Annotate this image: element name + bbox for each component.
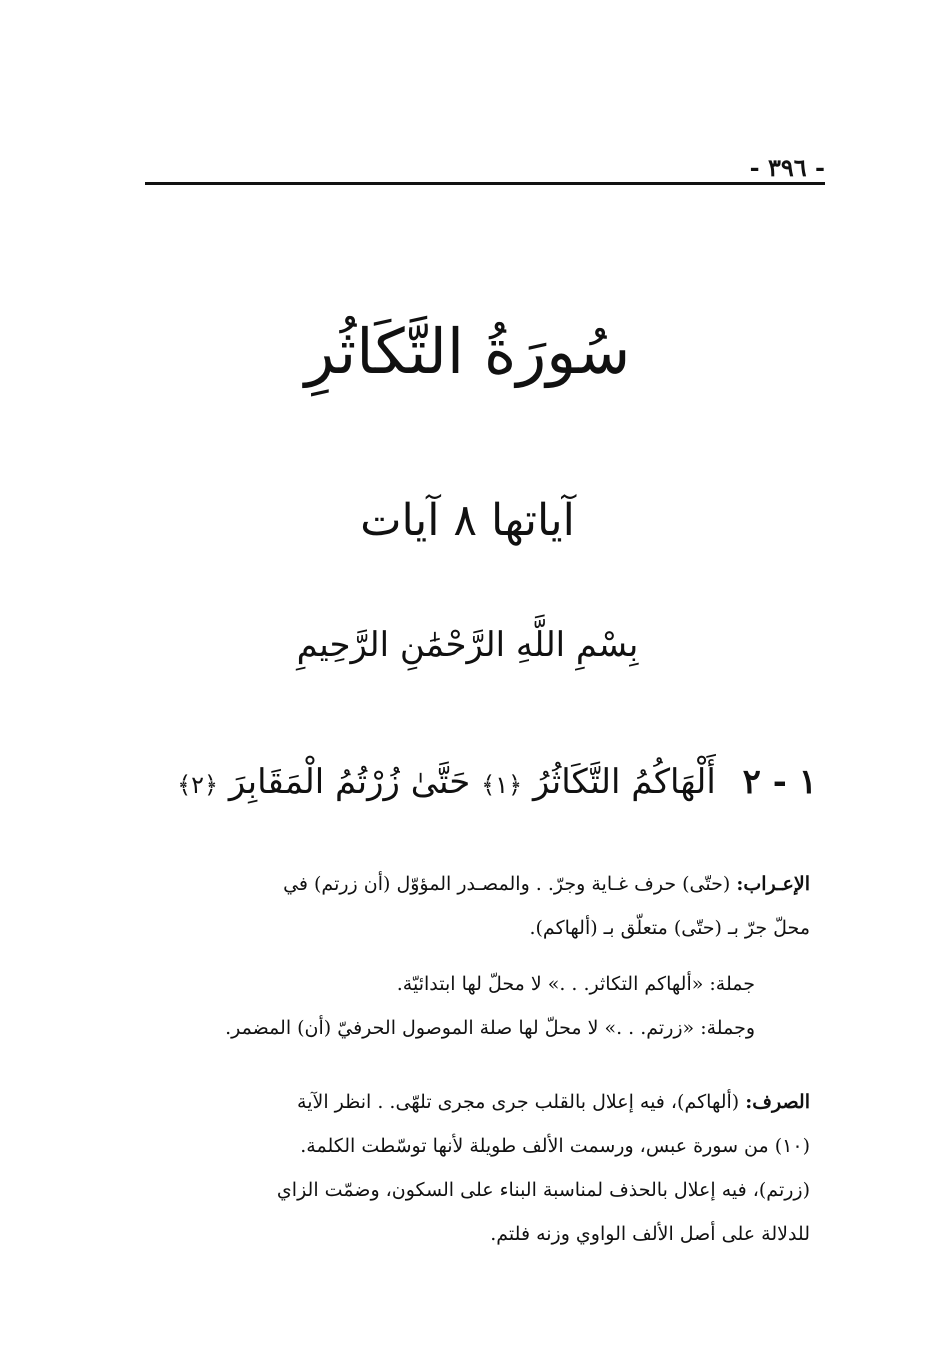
verse-text-2: حَتَّىٰ زُرْتُمُ الْمَقَابِرَ xyxy=(228,762,471,802)
verse-line xyxy=(177,762,817,802)
jumal-line-1: جملة: «ألهاكم التكاثر. . .» لا محلّ لها ابتدائيّة. xyxy=(396,973,755,995)
basmala: بِسْمِ اللَّهِ الرَّحْمَٰنِ الرَّحِيمِ xyxy=(296,625,639,665)
i3rab-section xyxy=(130,862,810,950)
i3rab-text-1: (حتّى) حرف غـاية وجرّ. . والمصـدر المؤوّل (أن زرتم) في xyxy=(283,873,731,895)
ayah-marker-2: ﴿٢﴾ xyxy=(177,771,219,799)
verse-number: ١ - ٢ xyxy=(742,762,817,802)
ayat-count: آياتها ٨ آيات xyxy=(360,495,575,546)
i3rab-label: الإعـراب: xyxy=(736,873,810,895)
page-number: - ٣٩٦ - xyxy=(749,153,825,182)
i3rab-line-1 xyxy=(130,862,810,906)
jumal-line-2: وجملة: «زرتم. . .» لا محلّ لها صلة الموصول الحرفيّ (أن) المضمر. xyxy=(225,1017,755,1039)
sarf-section xyxy=(130,1080,810,1256)
sarf-text-1: (ألهاكم)، فيه إعلال بالقلب جرى مجرى تلهّى. . انظر الآية xyxy=(297,1091,740,1113)
sarf-label: الصرف: xyxy=(745,1091,810,1113)
verse-text-1: أَلْهَاكُمُ التَّكَاثُرُ xyxy=(532,762,716,802)
ayah-marker-1: ﴿١﴾ xyxy=(481,771,523,799)
header-rule xyxy=(145,182,825,185)
i3rab-line-2: محلّ جرّ بـ (حتّى) متعلّق بـ (ألهاكم). xyxy=(529,917,810,939)
surah-title: سُورَةُ التَّكَاثُرِ xyxy=(304,315,631,388)
sarf-line-4: للدلالة على أصل الألف الواوي وزنه فلتم. xyxy=(490,1223,810,1245)
sarf-line-2: (١٠) من سورة عبس، ورسمت الألف طويلة لأنها توسّطت الكلمة. xyxy=(300,1135,810,1157)
jumal-section xyxy=(130,962,755,1050)
sarf-line-3: (زرتم)، فيه إعلال بالحذف لمناسبة البناء على السكون، وضمّت الزاي xyxy=(276,1179,810,1201)
sarf-line-1 xyxy=(130,1080,810,1124)
